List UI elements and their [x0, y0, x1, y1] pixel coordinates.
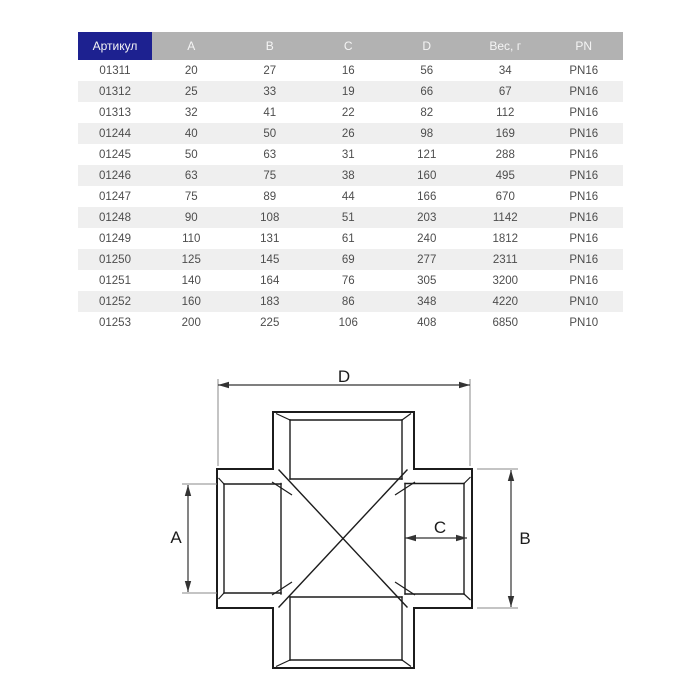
value-cell: 166	[417, 190, 437, 203]
value-cell: 19	[341, 85, 355, 98]
value-cell: 1812	[492, 232, 519, 245]
column-header: PN	[545, 32, 624, 60]
value-cell: 98	[420, 127, 434, 140]
value-cell: 160	[181, 295, 201, 308]
value-cell: 50	[184, 148, 198, 161]
value-cell: 160	[417, 169, 437, 182]
value-cell: PN16	[569, 211, 599, 224]
value-cell: 16	[341, 64, 355, 77]
value-cell: 670	[495, 190, 515, 203]
bottom-socket-bore	[276, 597, 411, 667]
value-cell: 67	[498, 85, 512, 98]
article-cell: 01247	[99, 190, 131, 203]
value-cell: 2311	[492, 253, 518, 266]
value-cell: 125	[181, 253, 201, 266]
value-cell: 86	[341, 295, 355, 308]
top-socket-bore	[276, 414, 411, 480]
value-cell: 51	[341, 211, 355, 224]
value-cell: 38	[341, 169, 355, 182]
value-cell: 4220	[492, 295, 519, 308]
value-cell: 41	[263, 106, 277, 119]
value-cell: 225	[260, 316, 280, 329]
article-cell: 01245	[99, 148, 131, 161]
value-cell: 348	[417, 295, 437, 308]
value-cell: 183	[260, 295, 280, 308]
value-cell: 200	[181, 316, 201, 329]
value-cell: PN16	[569, 127, 599, 140]
label-b: B	[519, 529, 531, 548]
value-cell: 63	[184, 169, 198, 182]
value-cell: 408	[417, 316, 437, 329]
value-cell: 3200	[492, 274, 519, 287]
value-cell: 69	[341, 253, 355, 266]
value-cell: 169	[495, 127, 515, 140]
article-cell: 01311	[99, 64, 131, 77]
value-cell: 106	[338, 316, 358, 329]
value-cell: PN16	[569, 106, 599, 119]
value-cell: 22	[341, 106, 355, 119]
article-cell: 01244	[99, 127, 131, 140]
label-c: C	[433, 518, 447, 537]
dimension-c	[405, 518, 467, 541]
value-cell: 1142	[492, 211, 518, 224]
article-cell: 01312	[99, 85, 131, 98]
value-cell: 27	[263, 64, 277, 77]
article-cell: 01251	[99, 274, 131, 287]
value-cell: 108	[260, 211, 280, 224]
value-cell: 26	[341, 127, 355, 140]
value-cell: 495	[495, 169, 515, 182]
article-cell: 01246	[99, 169, 131, 182]
label-d: D	[337, 367, 351, 386]
value-cell: 31	[341, 148, 355, 161]
value-cell: 145	[260, 253, 280, 266]
value-cell: 50	[263, 127, 277, 140]
value-cell: PN16	[569, 148, 599, 161]
column-header: Артикул	[78, 32, 152, 60]
column-header: D	[388, 32, 467, 60]
article-cell: 01253	[99, 316, 131, 329]
value-cell: 75	[263, 169, 277, 182]
dimension-d	[218, 367, 470, 466]
article-cell: 01249	[99, 232, 131, 245]
article-cell: 01250	[99, 253, 131, 266]
value-cell: 20	[184, 64, 198, 77]
article-cell: 01313	[99, 106, 131, 119]
value-cell: 34	[498, 64, 512, 77]
value-cell: 121	[417, 148, 437, 161]
value-cell: PN16	[569, 274, 599, 287]
article-cell: 01252	[99, 295, 131, 308]
value-cell: PN16	[569, 232, 599, 245]
article-cell: 01248	[99, 211, 131, 224]
value-cell: 140	[181, 274, 201, 287]
dimension-a	[170, 484, 217, 593]
value-cell: 131	[260, 232, 280, 245]
value-cell: 56	[420, 64, 434, 77]
value-cell: 33	[263, 85, 277, 98]
left-socket-bore	[219, 478, 282, 599]
value-cell: 40	[184, 127, 198, 140]
value-cell: 90	[184, 211, 198, 224]
value-cell: 110	[182, 232, 201, 245]
value-cell: PN10	[569, 295, 599, 308]
value-cell: 240	[417, 232, 437, 245]
column-header: C	[309, 32, 388, 60]
value-cell: 32	[184, 106, 198, 119]
value-cell: 164	[260, 274, 280, 287]
value-cell: 66	[420, 85, 434, 98]
value-cell: PN10	[569, 316, 599, 329]
value-cell: 89	[263, 190, 277, 203]
value-cell: 305	[417, 274, 437, 287]
column-header: B	[231, 32, 310, 60]
value-cell: PN16	[569, 253, 599, 266]
value-cell: 82	[420, 106, 434, 119]
value-cell: 76	[341, 274, 355, 287]
dimension-b	[477, 469, 531, 608]
value-cell: PN16	[569, 85, 599, 98]
value-cell: 44	[341, 190, 355, 203]
value-cell: 63	[263, 148, 277, 161]
value-cell: PN16	[569, 190, 599, 203]
value-cell: PN16	[569, 64, 599, 77]
column-header: Вес, г	[466, 32, 545, 60]
value-cell: 75	[184, 190, 198, 203]
value-cell: 61	[341, 232, 355, 245]
value-cell: 277	[417, 253, 437, 266]
value-cell: 25	[184, 85, 198, 98]
column-header: A	[152, 32, 231, 60]
value-cell: 288	[495, 148, 515, 161]
value-cell: 203	[417, 211, 437, 224]
value-cell: 6850	[492, 316, 519, 329]
center-cross-diagonals	[272, 470, 415, 607]
label-a: A	[170, 528, 182, 547]
value-cell: PN16	[569, 169, 599, 182]
value-cell: 112	[496, 106, 515, 119]
